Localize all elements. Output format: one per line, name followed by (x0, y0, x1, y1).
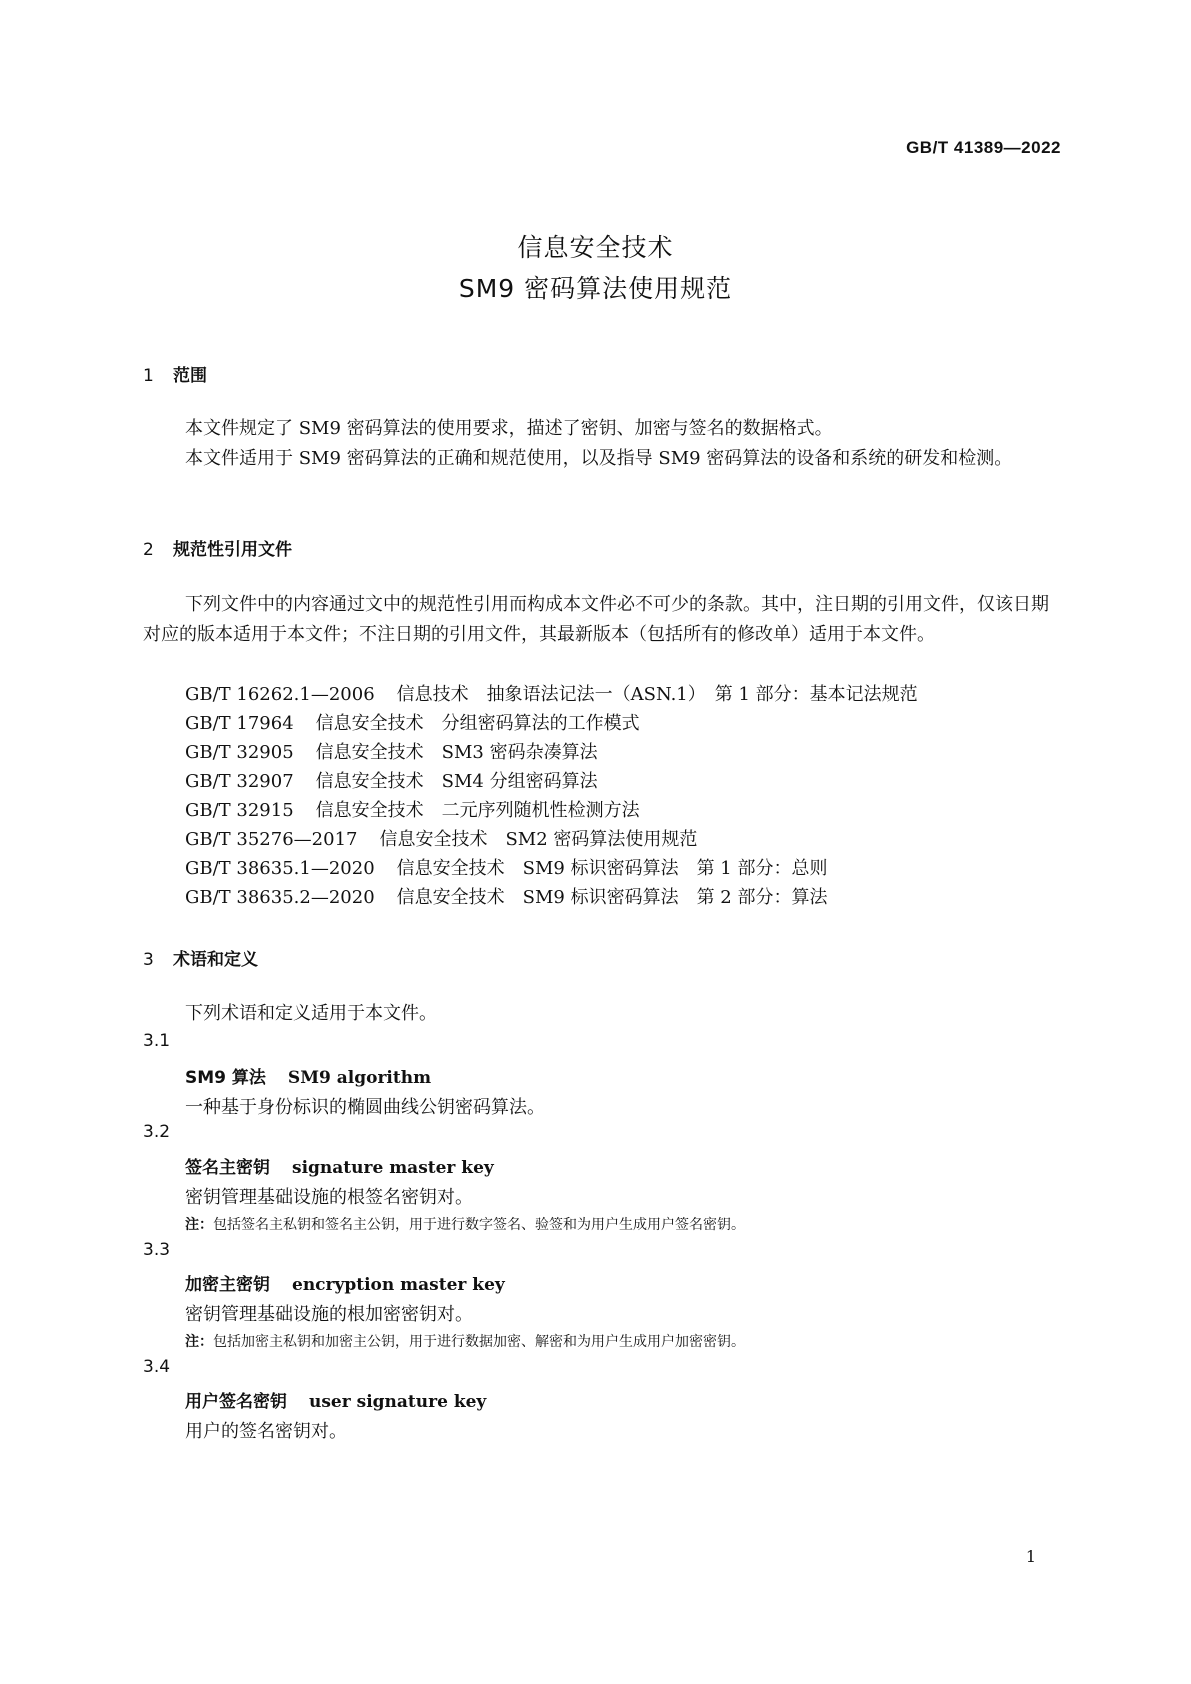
term-number: 3.2 (143, 1122, 171, 1142)
section-number: 3 (143, 950, 154, 970)
title-line-2: SM9 密码算法使用规范 (458, 274, 733, 303)
section-3-heading (143, 945, 258, 970)
term-definition: 密钥管理基础设施的根签名密钥对。 (185, 1187, 473, 1208)
section-title: 规范性引用文件 (173, 540, 292, 560)
section-number: 1 (143, 366, 154, 386)
ref-item: GB/T 17964 信息安全技术 分组密码算法的工作模式 (185, 713, 640, 734)
term-definition: 一种基于身份标识的椭圆曲线公钥密码算法。 (185, 1097, 545, 1118)
section-1-heading (143, 361, 207, 386)
ref-item: GB/T 38635.1—2020 信息安全技术 SM9 标识密码算法 第 1 部分：总则 (185, 858, 828, 879)
page-number: 1 (1025, 1547, 1036, 1566)
section-title: 范围 (173, 366, 207, 386)
title-line-1: 信息安全技术 (517, 233, 674, 262)
term-title: 签名主密钥 signature master key (185, 1158, 494, 1178)
normative-refs-intro: 下列文件中的内容通过文中的规范性引用而构成本文件必不可少的条款。其中，注日期的引用文件，仅该日期对应的版本适用于本文件；不注日期的引用文件，其最新版本（包括所有的修改单）适用于本文件。 (143, 594, 1049, 645)
ref-item: GB/T 35276—2017 信息安全技术 SM2 密码算法使用规范 (185, 829, 698, 850)
section-number: 2 (143, 540, 154, 560)
term-definition: 密钥管理基础设施的根加密密钥对。 (185, 1304, 473, 1325)
ref-item: GB/T 32907 信息安全技术 SM4 分组密码算法 (185, 771, 598, 792)
ref-item: GB/T 38635.2—2020 信息安全技术 SM9 标识密码算法 第 2 部分：算法 (185, 887, 828, 908)
term-note: 注：包括签名主私钥和签名主公钥，用于进行数字签名、验签和为用户生成用户签名密钥。 (185, 1217, 745, 1233)
scope-paragraph-2: 本文件适用于 SM9 密码算法的正确和规范使用，以及指导 SM9 密码算法的设备和系统的研发和检测。 (185, 448, 1013, 469)
term-definition: 用户的签名密钥对。 (185, 1421, 347, 1442)
standard-code: GB/T 41389—2022 (906, 138, 1061, 157)
term-title: 加密主密钥 encryption master key (185, 1275, 505, 1295)
ref-item: GB/T 32915 信息安全技术 二元序列随机性检测方法 (185, 800, 640, 821)
term-number: 3.4 (143, 1357, 171, 1377)
term-number: 3.1 (143, 1031, 171, 1051)
term-title: 用户签名密钥 user signature key (185, 1392, 487, 1412)
terms-intro: 下列术语和定义适用于本文件。 (185, 1003, 437, 1024)
term-number: 3.3 (143, 1240, 171, 1260)
term-note: 注：包括加密主私钥和加密主公钥，用于进行数据加密、解密和为用户生成用户加密密钥。 (185, 1334, 745, 1350)
ref-item: GB/T 32905 信息安全技术 SM3 密码杂凑算法 (185, 742, 598, 763)
section-2-heading (143, 535, 292, 560)
term-title: SM9 算法 SM9 algorithm (185, 1068, 432, 1088)
scope-paragraph-1: 本文件规定了 SM9 密码算法的使用要求，描述了密钥、加密与签名的数据格式。 (185, 418, 833, 439)
section-title: 术语和定义 (173, 950, 258, 970)
ref-item: GB/T 16262.1—2006 信息技术 抽象语法记法一（ASN.1） 第 1 部分：基本记法规范 (185, 684, 918, 705)
